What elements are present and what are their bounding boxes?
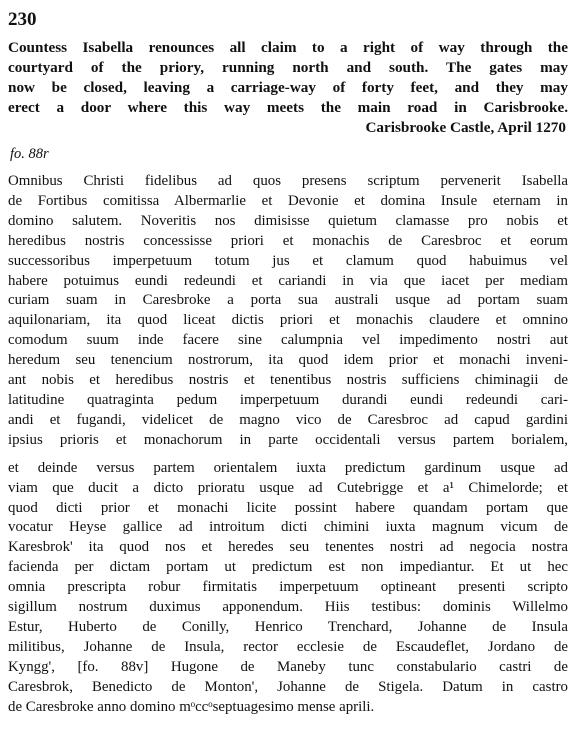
text-line: et deinde versus partem orientalem iuxta predictum gardinum usque ad xyxy=(8,459,568,476)
text-line: Karesbrok' ita quod nos et heredes seu tenentes nostri ad negocia nostra xyxy=(8,539,568,556)
text-line: de Fortibus comitissa Albermarlie et Devonie et domina Insule eternam in xyxy=(8,192,568,209)
text-line: habere potuimus eundi redeundi et cariandi in via que iacet per mediam xyxy=(8,272,568,289)
text-line: viam que ducit a dicto prioratu usque ad Cutebrigge et a¹ Chimelorde; et xyxy=(8,479,568,496)
text-line: curiam suam in Caresbroke a porta sua australi usque ad portam suam xyxy=(8,292,568,309)
text-line: aquilonariam, ita quod liceat dictis priori et monachis claudere et omnino xyxy=(8,312,568,329)
text-line: andi et fugandi, videlicet de magno vico de Caresbroc ad capud gardini xyxy=(8,411,568,428)
text-line: domino salutem. Noveritis nos dimisisse quietum clamasse pro nobis et xyxy=(8,212,568,229)
latin-text-paragraph-1 xyxy=(8,172,568,451)
text-line: Omnibus Christi fidelibus ad quos presens scriptum pervenerit Isabella xyxy=(8,173,568,189)
text-line: ant nobis et heredibus nostris et tenentibus nostris sufficiens chiminagii de xyxy=(8,372,568,389)
summary-line: erect a door where this way meets the main road in Carisbrooke. xyxy=(8,99,568,116)
text-line: comodum suum inde facere sine calumpnia vel impedimento nostri aut xyxy=(8,332,568,349)
text-line: facienda per dictam portam ut predictum est non impediantur. Et ut hec xyxy=(8,559,568,576)
text-line: Estur, Huberto de Conilly, Henrico Trenchard, Johanne de Insula xyxy=(8,618,568,635)
text-line: successoribus imperpetuum totum jus et clamum quod habuimus vel xyxy=(8,252,568,269)
document-number: 230 xyxy=(8,9,37,30)
summary-line: now be closed, leaving a carriage-way of forty feet, and they may xyxy=(8,79,568,96)
text-line: vocatur Heyse gallice ad introitum dicti chimini iuxta magnum vicum de xyxy=(8,519,568,536)
folio-reference: fo. 88r xyxy=(10,146,49,162)
place-date: Carisbrooke Castle, April 1270 xyxy=(365,119,566,136)
text-line: omnia prescripta robur firmitatis imperpetuum optineant presenti scripto xyxy=(8,579,568,596)
summary-line: Countess Isabella renounces all claim to a right of way through the xyxy=(8,39,568,56)
document-summary xyxy=(8,38,568,118)
text-line: de Caresbroke anno domino mᵒccᵒseptuagesimo mense aprili. xyxy=(8,698,375,715)
text-line: latitudine quatraginta pedum imperpetuum durandi eundi redeundi cari- xyxy=(8,391,568,408)
text-line: ipsius prioris et monachorum in parte occidentali versus partem borialem, xyxy=(8,431,568,448)
text-line: Caresbrok, Benedicto de Monton', Johanne de Stigela. Datum in castro xyxy=(8,678,568,695)
text-line: sigillum nostrum duximus apponendum. Hiis testibus: dominis Willelmo xyxy=(8,599,568,616)
summary-line: courtyard of the priory, running north and south. The gates may xyxy=(8,59,568,76)
text-line: Kyngg', [fo. 88v] Hugone de Maneby tunc constabulario castri de xyxy=(8,658,568,675)
text-line: heredibus nostris concessisse priori et monachis de Caresbroc et eorum xyxy=(8,232,568,249)
text-line: heredum seu tenencium nostrorum, ita quod idem prior et monachi inveni- xyxy=(8,352,568,369)
latin-text-paragraph-2 xyxy=(8,459,568,718)
text-line: quod dicti prior et monachi licite possint habere quandam portam que xyxy=(8,499,568,516)
text-line: militibus, Johanne de Insula, rector ecclesie de Escaudeflet, Jordano de xyxy=(8,638,568,655)
